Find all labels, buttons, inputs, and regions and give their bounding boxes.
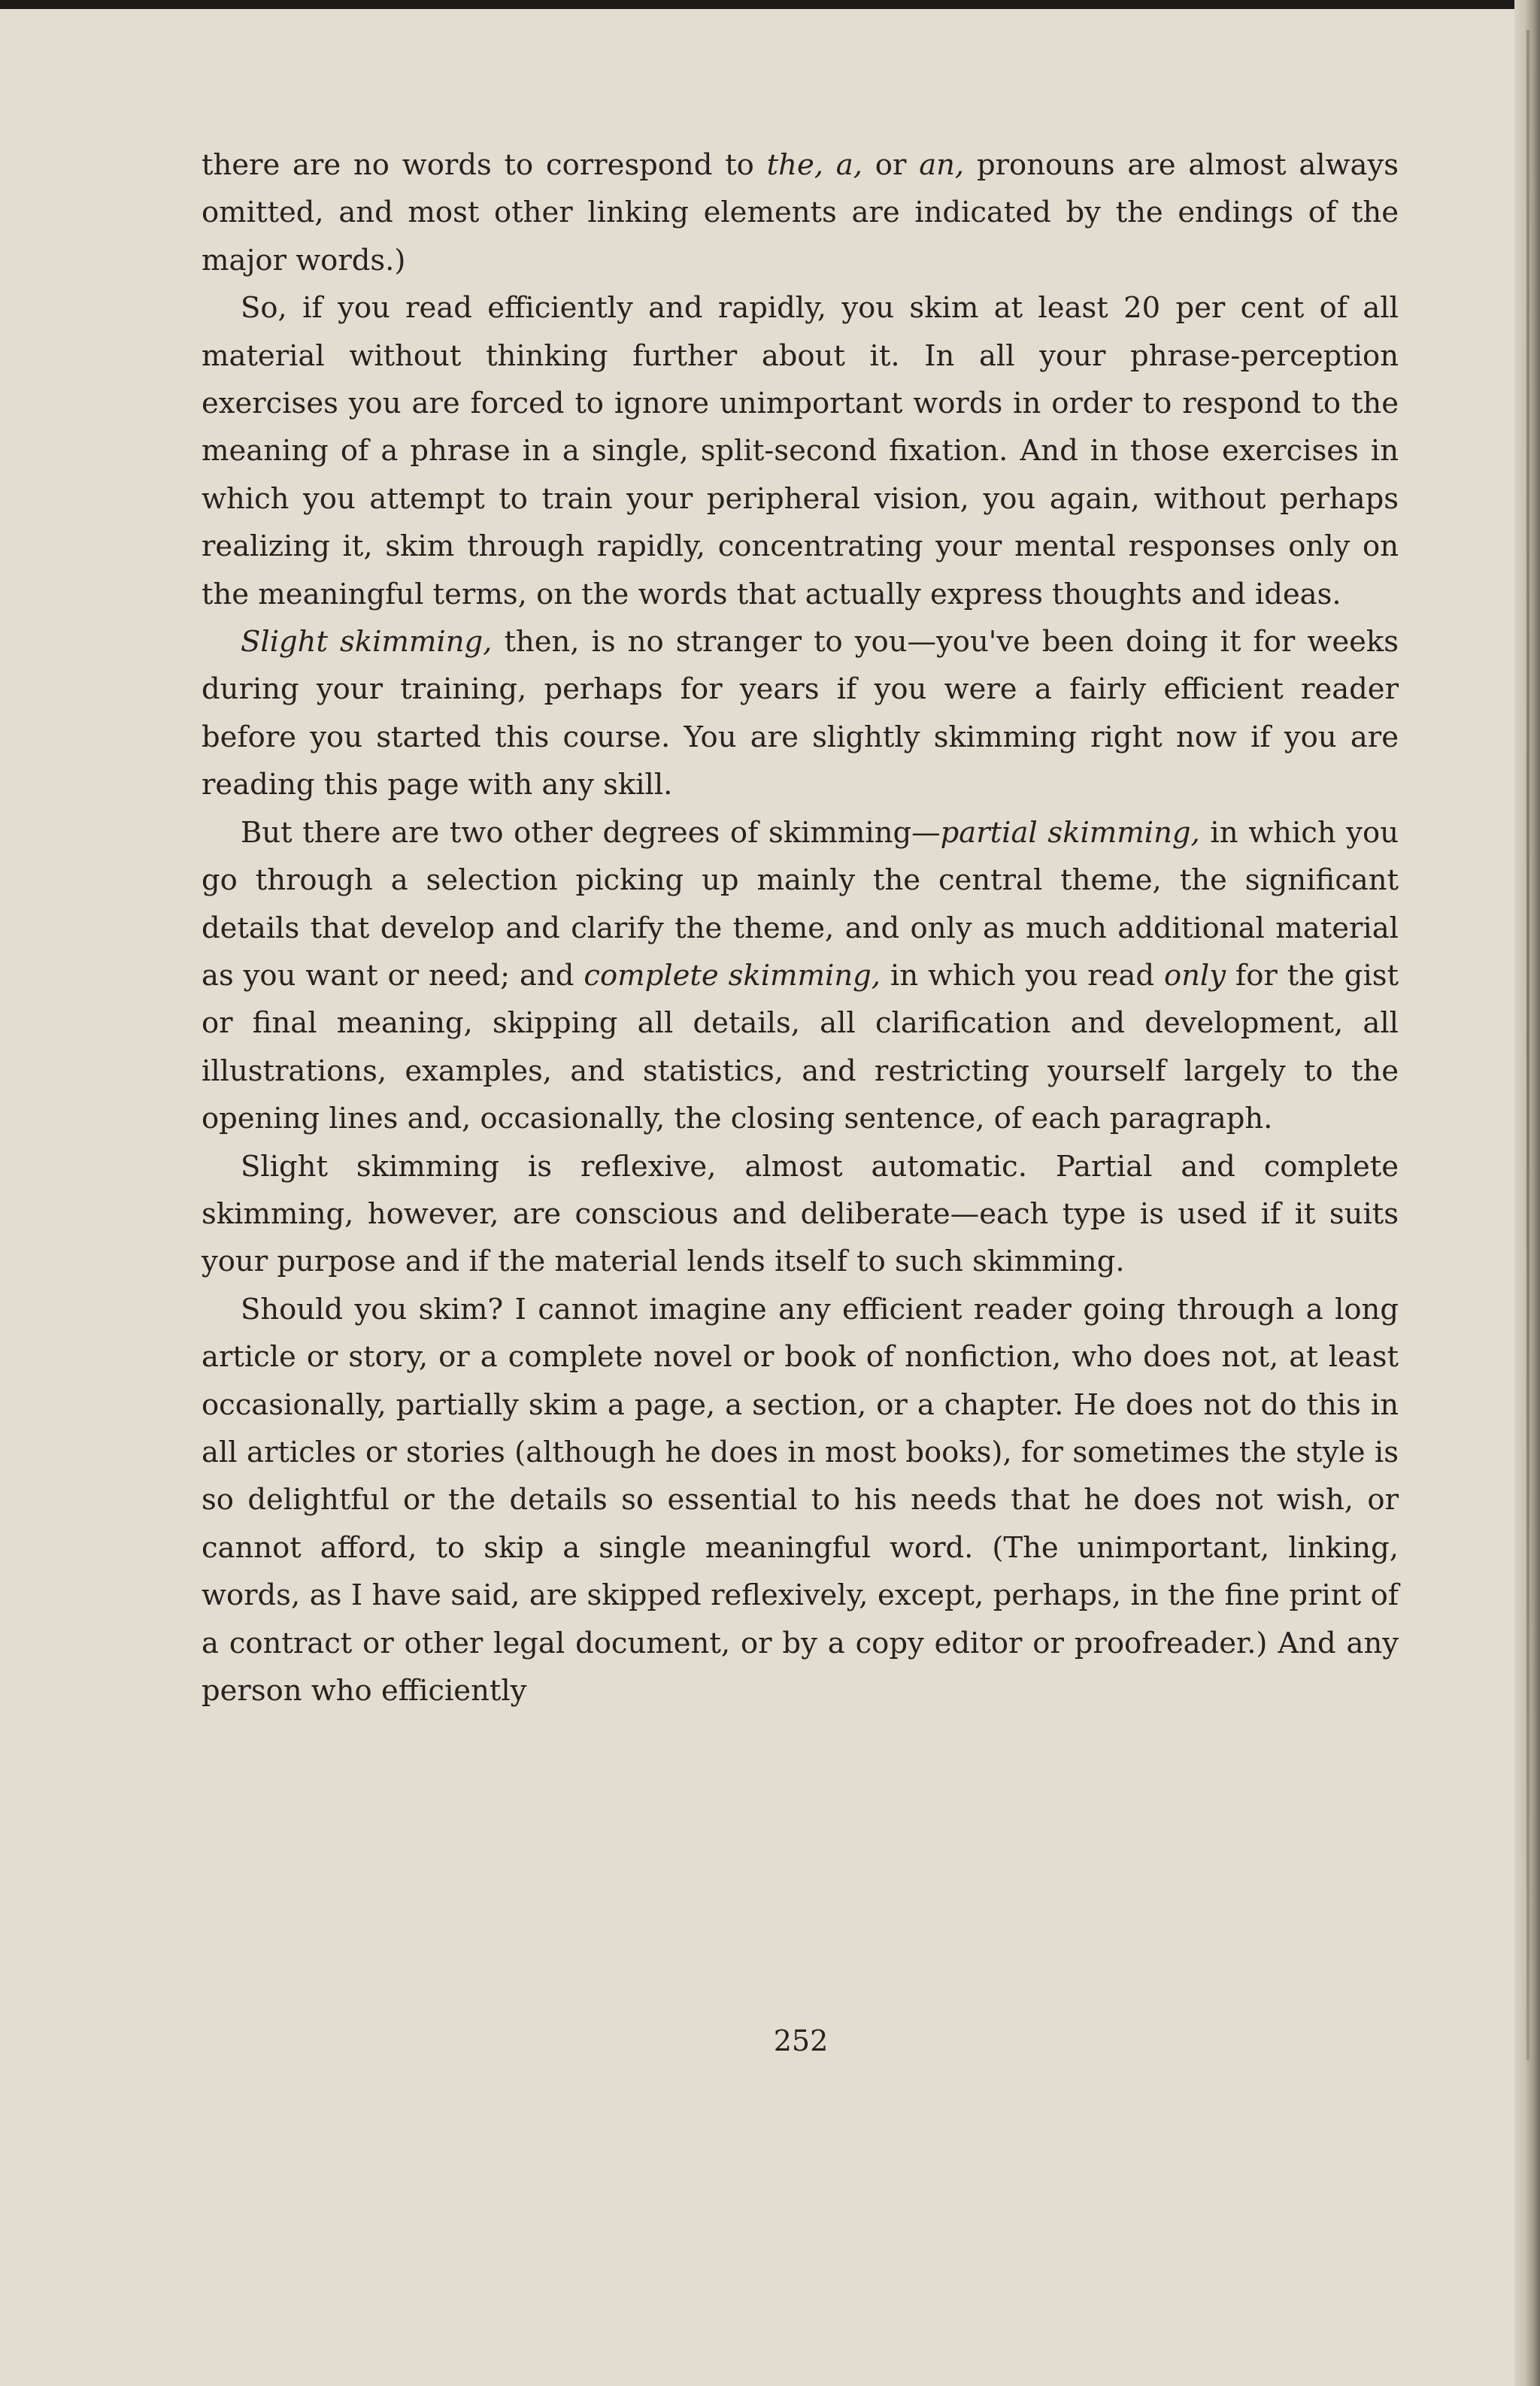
- paragraph-1: [202, 141, 1399, 284]
- text-run: then, is no stranger to you—you've been doing it for weeks during your training, perhaps for years if you were a fairly efficient reader before you started this course. You are slightly skimming right now if you are reading this page with any skill.: [202, 625, 1399, 802]
- page-top-shadow: [0, 0, 1540, 9]
- text-run: pronouns are almost always omitted, and most other linking elements are indicated by the endings of the major words.): [202, 148, 1399, 277]
- italic-text: partial skimming,: [940, 815, 1200, 850]
- text-run: or: [862, 148, 920, 182]
- paragraph-6: [202, 1286, 1399, 1715]
- italic-text: only: [1163, 958, 1226, 993]
- text-run: But there are two other degrees of skimming—: [241, 815, 941, 850]
- italic-text: an,: [919, 148, 965, 182]
- binding-shadow-line: [1526, 30, 1529, 2060]
- paragraph-5: [202, 1143, 1399, 1286]
- page-number: 252: [773, 2024, 829, 2057]
- body-text: [202, 141, 1399, 1714]
- paragraph-2: [202, 284, 1399, 618]
- text-run: there are no words to correspond to: [202, 148, 767, 182]
- text-run: in which you go through a selection picking up mainly the central theme, the significant details that develop and clarify the theme, and only as much additional material as you want or need; and: [202, 815, 1399, 993]
- text-run: So, if you read efficiently and rapidly, you skim at least 20 per cent of all material without thinking further about it. In all your phrase-perception exercises you are forced to ignore unimportant words in order to respond to the meaning of a phrase in a single, split-second fixation. And in those exercises in which you attempt to train your peripheral vision, you again, without perhaps realizing it, skim through rapidly, concentrating your mental responses only on the meaningful terms, on the words that actually express thoughts and ideas.: [202, 291, 1399, 611]
- italic-text: Slight skimming,: [241, 625, 493, 659]
- paragraph-3: [202, 618, 1399, 809]
- text-run: in which you read: [881, 958, 1164, 993]
- text-run: Should you skim? I cannot imagine any efficient reader going through a long article or story, or a complete novel or book of nonfiction, who does not, at least occasionally, partially skim a page, a section, or a chapter. He does not do this in all articles or stories (although he does in most books), for sometimes the style is so delightful or the details so essential to his needs that he does not wish, or cannot afford, to skip a single meaningful word. (The unimportant, linking, words, as I have said, are skipped reflexively, except, perhaps, in the fine print of a contract or other legal document, or by a copy editor or proofreader.) And any person who efficiently: [202, 1292, 1399, 1708]
- text-run: for the gist or final meaning, skipping all details, all clarification and development, all illustrations, examples, and statistics, and restricting yourself largely to the opening lines and, occasionally, the closing sentence, of each paragraph.: [202, 958, 1399, 1136]
- italic-text: complete skimming,: [584, 958, 881, 993]
- paragraph-4: [202, 809, 1399, 1143]
- text-run: Slight skimming is reflexive, almost automatic. Partial and complete skimming, however, are conscious and deliberate—each type is used if it suits your purpose and if the material lends itself to such skimming.: [202, 1149, 1399, 1279]
- italic-text: the, a,: [766, 148, 862, 182]
